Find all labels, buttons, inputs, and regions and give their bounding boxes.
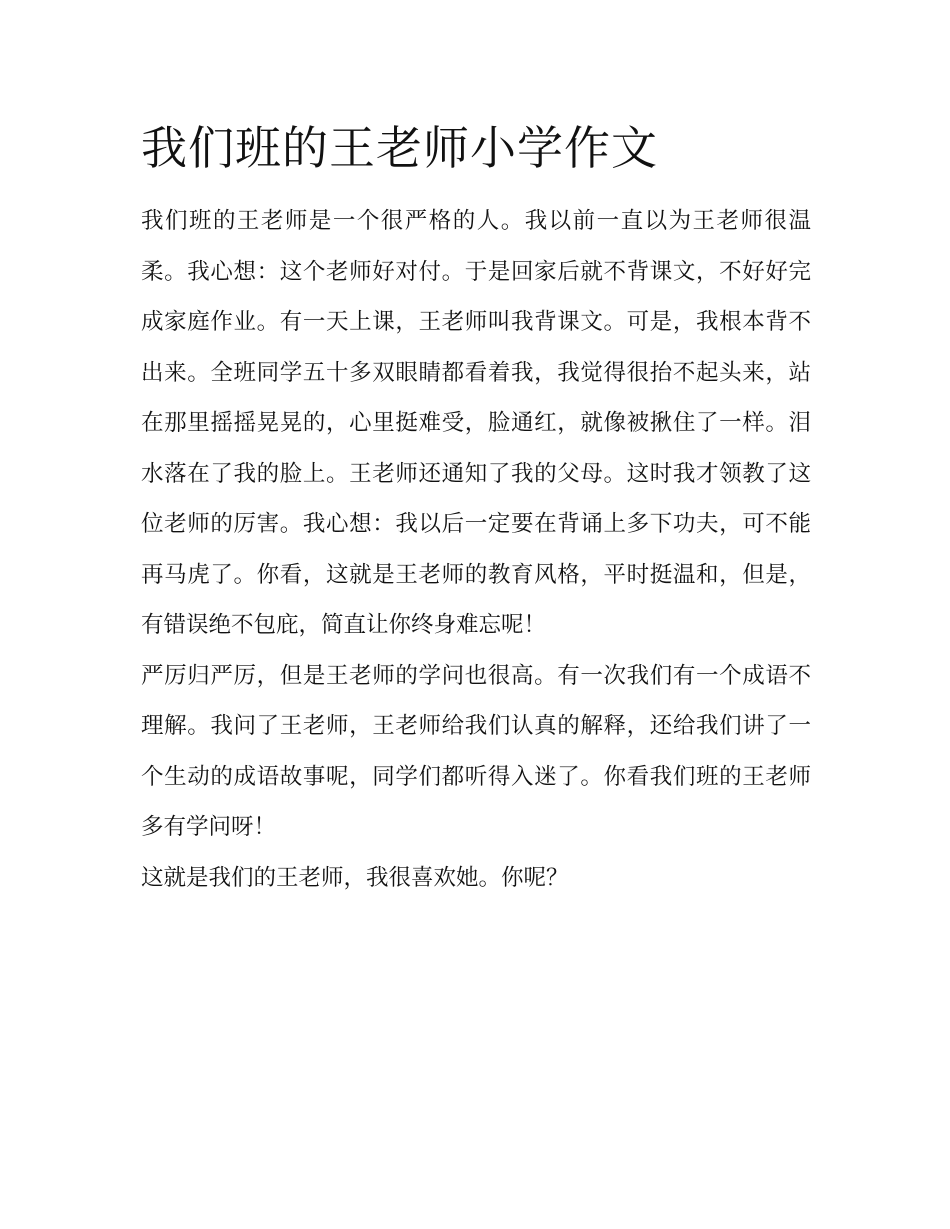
paragraph-3: 这就是我们的王老师，我很喜欢她。你呢？ [141,864,569,891]
paragraph-2: 严厉归严厉，但是王老师的学问也很高。有一次我们有一个成语不理解。我问了王老师，王老师给我们认真的解释，还给我们讲了一个生动的成语故事呢，同学们都听得入迷了。你看我们班的王老师多有学问呀！ [141,662,811,840]
document-title: 我们班的王老师小学作文 [141,121,658,175]
paragraph-1: 我们班的王老师是一个很严格的人。我以前一直以为王老师很温柔。我心想：这个老师好对付。于是回家后就不背课文，不好好完成家庭作业。有一天上课，王老师叫我背课文。可是，我根本背不出来。全班同学五十多双眼睛都看着我，我觉得很抬不起头来，站在那里摇摇晃晃的，心里挺难受，脸通红，就像被揪住了一样。泪水落在了我的脸上。王老师还通知了我的父母。这时我才领教了这位老师的厉害。我心想：我以后一定要在背诵上多下功夫，可不能再马虎了。你看，这就是王老师的教育风格，平时挺温和，但是，有错误绝不包庇，简直让你终身难忘呢！ [141,208,811,638]
document-page [141,112,811,903]
